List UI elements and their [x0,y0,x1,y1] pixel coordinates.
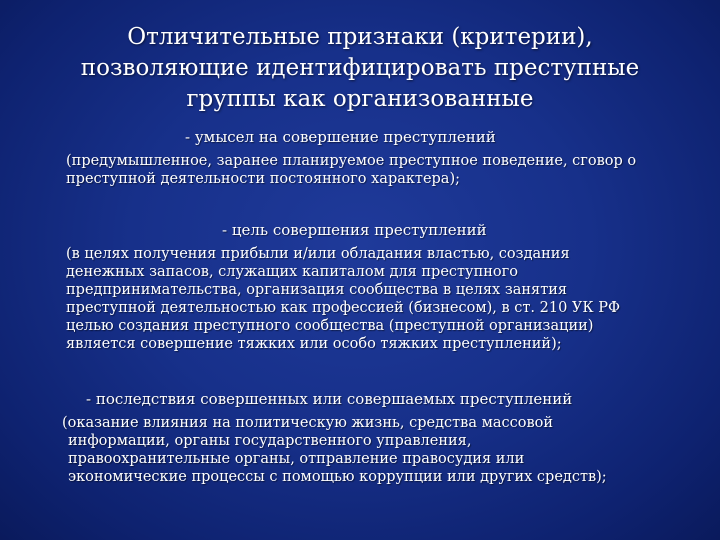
slide-title [40,22,680,115]
section-heading-consequences: - последствия совершенных или совершаемых преступлений [86,390,573,408]
body-line: (оказание влияния на политическую жизнь, средства массовой [62,415,554,431]
body-line: преступной деятельности постоянного характера); [66,171,460,187]
body-line: правоохранительные органы, отправление правосудия или [68,451,525,467]
title-line: Отличительные признаки (критерии), [127,24,593,50]
body-line: (предумышленное, заранее планируемое преступное поведение, сговор о [66,153,637,169]
body-line: (в целях получения прибыли и/или обладания властью, создания [66,246,570,262]
body-line: преступной деятельностью как профессией (бизнесом), в ст. 210 УК РФ [66,300,621,316]
body-line: является совершение тяжких или особо тяжких преступлений); [66,336,562,352]
body-line: экономические процессы с помощью коррупции или других средств); [68,469,607,485]
section-body-consequences [62,414,607,486]
body-line: денежных запасов, служащих капиталом для преступного [66,264,518,280]
body-line: целью создания преступного сообщества (преступной организации) [66,318,594,334]
body-line: предпринимательства, организация сообщества в целях занятия [66,282,568,298]
section-body-intent [66,152,636,188]
section-body-goal [66,245,620,353]
title-line: позволяющие идентифицировать преступные [80,55,640,81]
section-heading-intent: - умысел на совершение преступлений [185,128,496,146]
body-line: информации, органы государственного управления, [68,433,472,449]
section-heading-goal: - цель совершения преступлений [222,221,487,239]
title-line: группы как организованные [186,86,534,112]
